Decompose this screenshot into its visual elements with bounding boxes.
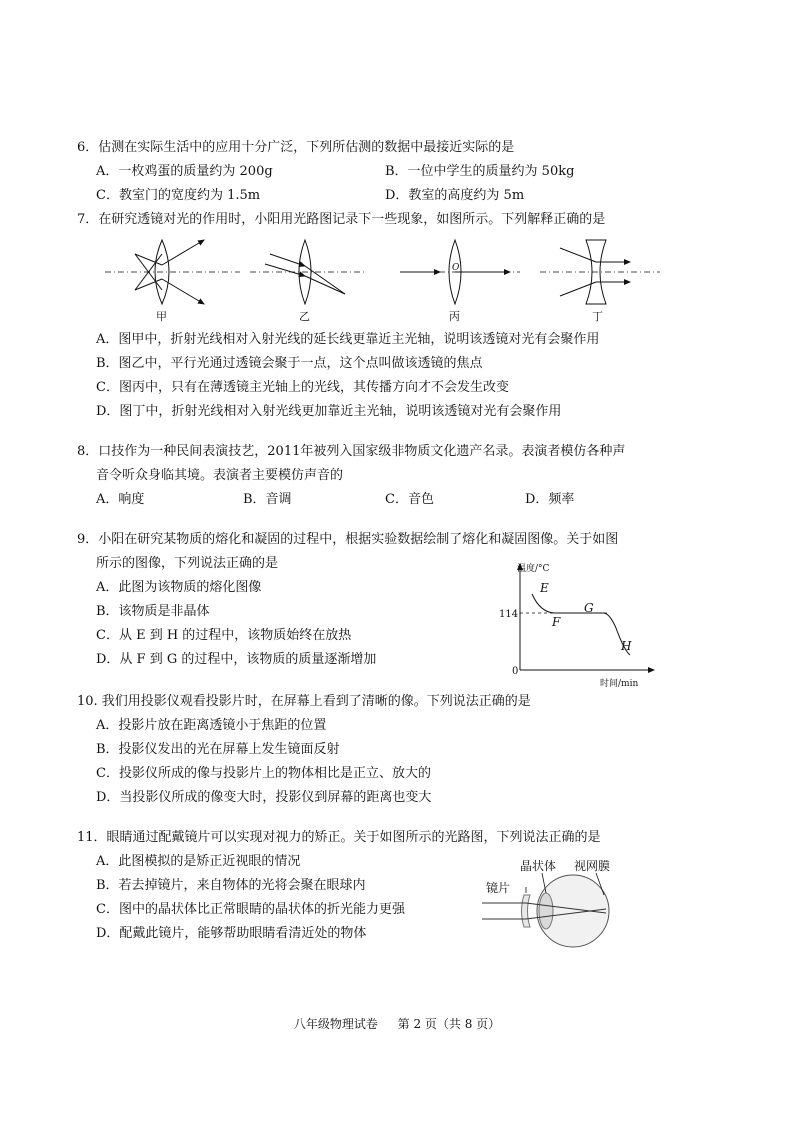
- q7-figure-jia: [105, 240, 240, 304]
- q8-stem-line1: 8．口技作为一种民间表演技艺，2011年被列入国家级非物质文化遗产名录。表演者模仿各种声: [77, 444, 626, 459]
- q7-label-jia: 甲: [156, 310, 167, 323]
- q9-option-c: C．从 E 到 H 的过程中，该物质始终在放热: [96, 628, 352, 643]
- q7-option-a: A．图甲中，折射光线相对入射光线的延长线更靠近主光轴，说明该透镜对光有会聚作用: [96, 332, 600, 347]
- q8-stem-line2: 音令听众身临其境。表演者主要模仿声音的: [96, 468, 344, 483]
- q9-xlabel: 时间/min: [600, 679, 639, 689]
- q6-option-a: A．一枚鸡蛋的质量约为 200g: [96, 164, 273, 179]
- q7-stem: 7．在研究透镜对光的作用时，小阳用光路图记录下一些现象，如图所示。下列解释正确的是: [77, 212, 606, 227]
- q11-option-b: B．若去掉镜片，来自物体的光将会聚在眼球内: [96, 878, 366, 893]
- q7-option-d: D．图丁中，折射光线相对入射光线更加靠近主光轴，说明该透镜对光有会聚作用: [96, 404, 562, 419]
- q7-figure-bing: [400, 240, 520, 304]
- page-footer: [0, 1015, 794, 1032]
- q10-stem: 10. 我们用投影仪观看投影片时，在屏幕上看到了清晰的像。下列说法正确的是: [77, 694, 531, 709]
- q7-figure-yi: [250, 240, 365, 304]
- q10-option-a: A．投影片放在距离透镜小于焦距的位置: [96, 718, 327, 733]
- q9-graph: [492, 558, 662, 688]
- q6-stem: 6．估测在实际生活中的应用十分广泛，下列所估测的数据中最接近实际的是: [77, 140, 515, 155]
- q6-option-d: D．教室的高度约为 5m: [385, 188, 525, 203]
- q10-option-c: C．投影仪所成的像与投影片上的物体相比是正立、放大的: [96, 766, 431, 781]
- q11-option-d: D．配戴此镜片，能够帮助眼睛看清近处的物体: [96, 926, 367, 941]
- q11-option-a: A．此图模拟的是矫正近视眼的情况: [96, 854, 301, 869]
- q9-point-h: H: [621, 639, 632, 653]
- q9-option-b: B．该物质是非晶体: [96, 604, 210, 619]
- q9-point-g: G: [584, 601, 594, 615]
- q7-figure-ding: [540, 240, 660, 304]
- q7-option-c: C．图丙中，只有在薄透镜主光轴上的光线，其传播方向才不会发生改变: [96, 380, 509, 395]
- q7-label-bing: 丙: [449, 310, 460, 323]
- q11-label-lens: 镜片: [486, 881, 511, 895]
- q9-stem-line1: 9．小阳在研究某物质的熔化和凝固的过程中，根据实验数据绘制了熔化和凝固图像。关于如图: [77, 532, 619, 547]
- q9-point-e: E: [540, 581, 549, 595]
- q11-option-c: C．图中的晶状体比正常眼睛的晶状体的折光能力更强: [96, 902, 405, 917]
- q10-option-b: B．投影仪发出的光在屏幕上发生镜面反射: [96, 742, 340, 757]
- q7-label-ding: 丁: [592, 310, 603, 323]
- q8-option-b: B．音调: [243, 492, 292, 507]
- q11-stem: 11．眼睛通过配戴镜片可以实现对视力的矫正。关于如图所示的光路图，下列说法正确的是: [77, 830, 601, 845]
- q9-ylabel: 温度/°C: [517, 564, 550, 574]
- footer-exam-title: 八年级物理试卷: [293, 1017, 378, 1031]
- q8-option-c: C．音色: [385, 492, 434, 507]
- q9-option-d: D．从 F 到 G 的过程中，该物质的质量逐渐增加: [96, 652, 377, 667]
- q6-option-c: C．教室门的宽度约为 1.5m: [96, 188, 261, 203]
- q9-point-f: F: [552, 615, 561, 629]
- q8-option-a: A．响度: [96, 492, 145, 507]
- q9-origin: 0: [512, 666, 519, 677]
- q11-label-retina: 视网膜: [574, 859, 611, 873]
- footer-page-number: 第 2 页（共 8 页）: [397, 1017, 501, 1031]
- q10-option-d: D．当投影仪所成的像变大时，投影仪到屏幕的距离也变大: [96, 790, 432, 805]
- q7-point-o: O: [452, 263, 460, 273]
- q8-option-d: D．频率: [525, 492, 575, 507]
- q11-label-crystalline: 晶状体: [520, 859, 557, 873]
- q9-stem-line2: 所示的图像，下列说法正确的是: [96, 556, 279, 571]
- q6-option-b: B．一位中学生的质量约为 50kg: [385, 164, 575, 179]
- q9-option-a: A．此图为该物质的熔化图像: [96, 580, 262, 595]
- q7-option-b: B．图乙中，平行光通过透镜会聚于一点，这个点叫做该透镜的焦点: [96, 356, 483, 371]
- q9-ytick: 114: [499, 609, 519, 620]
- q7-label-yi: 乙: [299, 310, 310, 323]
